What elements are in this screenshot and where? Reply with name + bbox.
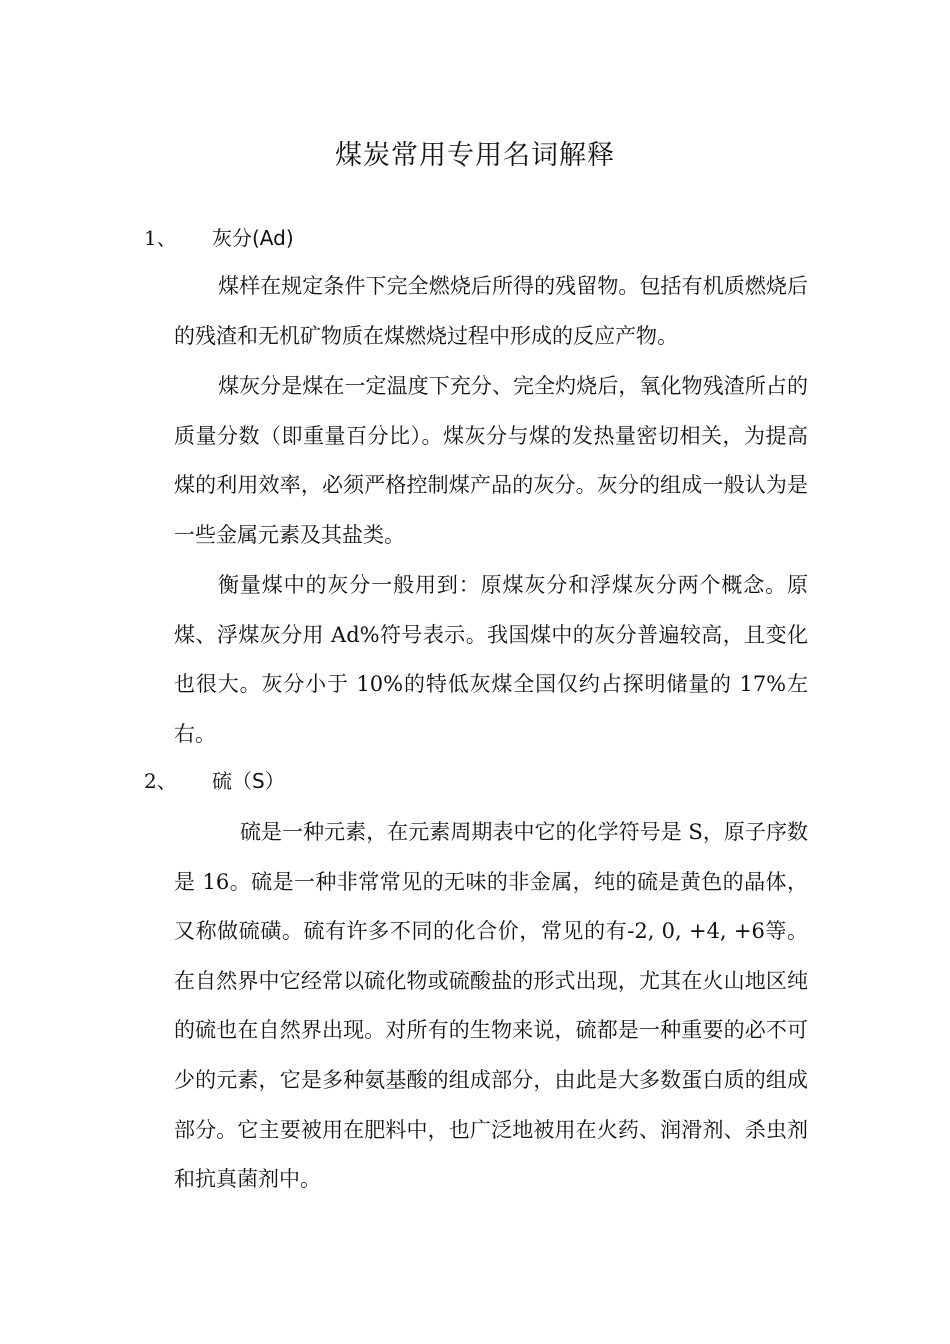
paragraph-ash-measurement: 衡量煤中的灰分一般用到：原煤灰分和浮煤灰分两个概念。原煤、浮煤灰分用 Ad%符号表示。我国煤中的灰分普遍较高，且变化也很大。灰分小于 10%的特低灰煤全国仅约占探明储量的 17%左右。: [174, 573, 808, 746]
section-number: 2、: [144, 769, 177, 793]
section-title: 灰分(Ad): [212, 226, 294, 250]
section-heading-ash: [144, 223, 294, 253]
section-number: 1、: [144, 226, 177, 250]
document-title: 煤炭常用专用名词解释: [335, 140, 615, 171]
paragraph-ash-composition: 煤灰分是煤在一定温度下充分、完全灼烧后，氧化物残渣所占的质量分数（即重量百分比）。煤灰分与煤的发热量密切相关，为提高煤的利用效率，必须严格控制煤产品的灰分。灰分的组成一般认为是一些金属元素及其盐类。: [174, 374, 808, 547]
section-heading-sulfur: [144, 766, 285, 796]
section-title: 硫（S）: [212, 769, 285, 793]
paragraph-ash-definition: 煤样在规定条件下完全燃烧后所得的残留物。包括有机质燃烧后的残渣和无机矿物质在煤燃烧过程中形成的反应产物。: [174, 274, 808, 348]
paragraph-sulfur-definition: 硫是一种元素，在元素周期表中它的化学符号是 S，原子序数是 16。硫是一种非常常见的无味的非金属，纯的硫是黄色的晶体，又称做硫磺。硫有许多不同的化合价，常见的有-2, 0, +4, +6等。在自然界中它经常以硫化物或硫酸盐的形式出现，尤其在火山地区纯的硫也在自然界出现。对所有的生物来说，硫都是一种重要的必不可少的元素，它是多种氨基酸的组成部分，由此是大多数蛋白质的组成部分。它主要被用在肥料中，也广泛地被用在火药、润滑剂、杀虫剂和抗真菌剂中。: [174, 820, 808, 1192]
